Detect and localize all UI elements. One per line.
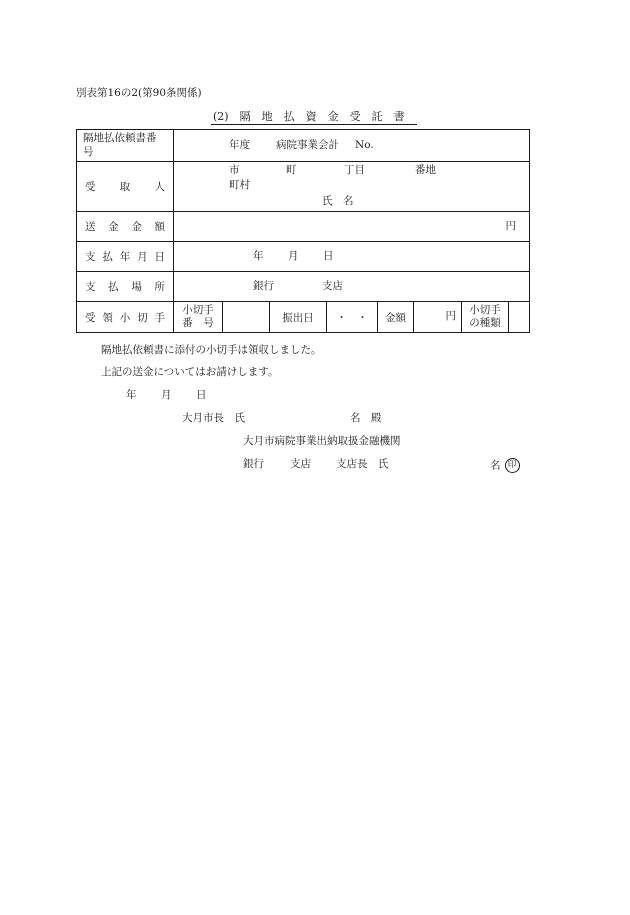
financial-institution: 大月市病院事業出納取扱金融機関: [243, 435, 401, 447]
payment-date-field[interactable]: [174, 242, 530, 272]
title-underline: [211, 124, 417, 125]
addressee-mayor: 大月市長 氏: [182, 412, 245, 424]
amount-yen-label: 円: [505, 220, 516, 232]
payment-month-label: 月: [288, 250, 299, 262]
payment-place-field[interactable]: [174, 272, 530, 302]
label-check-type: 小切手 の種類: [462, 302, 509, 333]
seal-icon: 印: [505, 458, 520, 473]
recipient-name-label: 氏 名: [322, 195, 354, 207]
request-number-field[interactable]: [174, 130, 530, 162]
label-issue-date: 振出日: [270, 302, 327, 333]
remittance-amount-field[interactable]: [174, 212, 530, 242]
label-check-number: 小切手 番 号: [174, 302, 223, 333]
chome-label: 丁目: [344, 164, 365, 176]
town-village-label: 町村: [229, 179, 250, 191]
bank-label: 銀行: [253, 280, 274, 292]
number-label: No.: [355, 139, 374, 151]
addressee-name-suffix: 名 殿: [350, 412, 382, 424]
acceptance-statement: 上記の送金についてはお請けします。: [101, 366, 279, 378]
label-remittance-amount: 送 金 金 額: [77, 212, 174, 242]
label-recipient: 受 取 人: [77, 162, 174, 212]
receipt-statement: 隔地払依頼書に添付の小切手は領収しました。: [101, 344, 322, 356]
label-request-number-line2: 号: [83, 145, 94, 158]
date-month: 月: [161, 389, 172, 401]
branch-label: 支店: [322, 280, 343, 292]
label-received-check: 受 領 小 切 手: [77, 302, 174, 333]
cho-label: 町: [286, 164, 297, 176]
account-label: 病院事業会計: [276, 139, 339, 151]
row-payment-date: [77, 242, 530, 272]
signature-bank: 銀行: [243, 458, 264, 470]
banchi-label: 番地: [415, 164, 436, 176]
row-payment-place: [77, 272, 530, 302]
consignment-form-table: [76, 129, 530, 333]
label-amount: 金額: [378, 302, 414, 333]
check-type-field[interactable]: [509, 302, 530, 333]
check-number-field[interactable]: [223, 302, 270, 333]
check-yen-label: 円: [445, 310, 456, 322]
date-day: 日: [196, 389, 207, 401]
signature-branch-manager: 支店長 氏: [336, 458, 389, 470]
signature-branch: 支店: [290, 458, 311, 470]
signature-name-suffix: 名 印: [490, 458, 520, 473]
row-received-check: [77, 302, 530, 333]
city-label: 市: [229, 164, 240, 176]
row-request-number: [77, 130, 530, 162]
label-request-number-line1: 隔地払依頼書番: [83, 132, 157, 145]
date-year: 年: [126, 389, 137, 401]
payment-year-label: 年: [253, 250, 264, 262]
check-amount-field[interactable]: [414, 302, 462, 333]
label-request-number: [77, 130, 174, 162]
payment-day-label: 日: [323, 250, 334, 262]
row-remittance-amount: [77, 212, 530, 242]
recipient-field[interactable]: [174, 162, 530, 212]
document-reference: 別表第16の2(第90条関係): [76, 87, 202, 99]
label-payment-place: 支 払 場 所: [77, 272, 174, 302]
label-payment-date: 支 払 年 月 日: [77, 242, 174, 272]
row-recipient: [77, 162, 530, 212]
form-title: (2) 隔 地 払 資 金 受 託 書: [213, 110, 405, 123]
fiscal-year-label: 年度: [229, 139, 250, 151]
issue-date-field[interactable]: ・ ・: [327, 302, 378, 333]
